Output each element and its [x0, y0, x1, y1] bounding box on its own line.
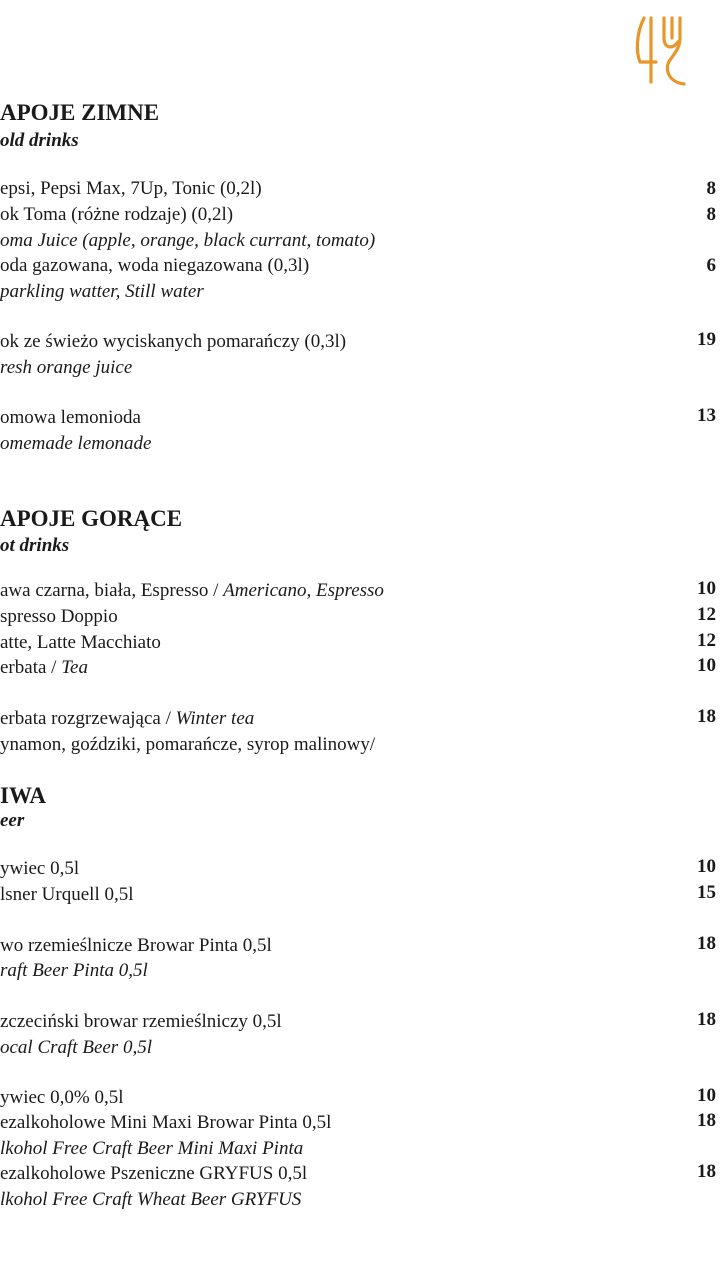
menu-item-name-en: Americano, Espresso [223, 580, 384, 601]
menu-item-name: ezalkoholowe Pszeniczne GRYFUS 0,5l [0, 1163, 308, 1184]
menu-item-name: ywiec 0,0% 0,5l [0, 1087, 124, 1108]
section-title-cold: APOJE ZIMNE [0, 100, 160, 125]
menu-item-name: zczeciński browar rzemieślniczy 0,5l [0, 1011, 282, 1032]
menu-item-price: 19 [697, 329, 716, 350]
section-title-hot: APOJE GORĄCE [0, 506, 183, 531]
menu-item-english: ocal Craft Beer 0,5l [0, 1037, 152, 1058]
menu-item-name: omowa lemonioda [0, 407, 141, 428]
menu-item-name: lsner Urquell 0,5l [0, 884, 134, 905]
section-title-beer: IWA [0, 783, 47, 808]
menu-item-price: 18 [697, 706, 716, 727]
menu-item-english: oma Juice (apple, orange, black currant, tomato) [0, 230, 376, 251]
menu-item-price: 10 [697, 1085, 716, 1106]
section-subtitle-cold: old drinks [0, 130, 79, 151]
menu-item-english: lkohol Free Craft Beer Mini Maxi Pinta [0, 1138, 304, 1159]
menu-item-price: 10 [697, 655, 716, 676]
menu-item-price: 12 [697, 604, 716, 625]
menu-item-name: ywiec 0,5l [0, 858, 80, 879]
menu-item-name [0, 580, 384, 602]
menu-item-english: parkling watter, Still water [0, 281, 204, 302]
menu-item-name-pl: erbata / [0, 657, 62, 678]
menu-item-name: spresso Doppio [0, 606, 118, 627]
menu-item-name-en: Tea [61, 657, 88, 678]
menu-item-name [0, 708, 254, 730]
menu-item-name: ok Toma (różne rodzaje) (0,2l) [0, 204, 234, 225]
menu-item-name [0, 657, 88, 679]
menu-item-name-pl: awa czarna, biała, Espresso / [0, 580, 224, 601]
menu-item-name: epsi, Pepsi Max, 7Up, Tonic (0,2l) [0, 178, 262, 199]
menu-item-english: omemade lemonade [0, 433, 152, 454]
fork-knife-logo-icon [634, 12, 688, 92]
menu-item-price: 15 [697, 882, 716, 903]
section-subtitle-beer: eer [0, 810, 25, 831]
menu-item-price: 10 [697, 856, 716, 877]
menu-item-price: 18 [697, 1161, 716, 1182]
menu-item-name-en: Winter tea [175, 708, 255, 729]
menu-item-price: 12 [697, 630, 716, 651]
menu-item-name: atte, Latte Macchiato [0, 632, 161, 653]
menu-item-name-pl: erbata rozgrzewająca / [0, 708, 176, 729]
menu-item-name: ok ze świeżo wyciskanych pomarańczy (0,3l) [0, 331, 347, 352]
menu-item-english: lkohol Free Craft Wheat Beer GRYFUS [0, 1189, 302, 1210]
menu-item-price: 8 [706, 204, 716, 225]
menu-item-price: 18 [697, 1110, 716, 1131]
menu-item-english: raft Beer Pinta 0,5l [0, 960, 148, 981]
menu-item-price: 18 [697, 1009, 716, 1030]
menu-item-name: wo rzemieślnicze Browar Pinta 0,5l [0, 935, 272, 956]
menu-item-price: 18 [697, 933, 716, 954]
menu-item-price: 8 [706, 178, 716, 199]
menu-item-description: ynamon, goździki, pomarańcze, syrop malinowy/ [0, 734, 376, 755]
menu-item-price: 13 [697, 405, 716, 426]
menu-item-price: 6 [706, 255, 716, 276]
section-subtitle-hot: ot drinks [0, 535, 70, 556]
menu-item-name: oda gazowana, woda niegazowana (0,3l) [0, 255, 310, 276]
menu-item-name: ezalkoholowe Mini Maxi Browar Pinta 0,5l [0, 1112, 332, 1133]
menu-item-price: 10 [697, 578, 716, 599]
menu-item-english: resh orange juice [0, 357, 133, 378]
